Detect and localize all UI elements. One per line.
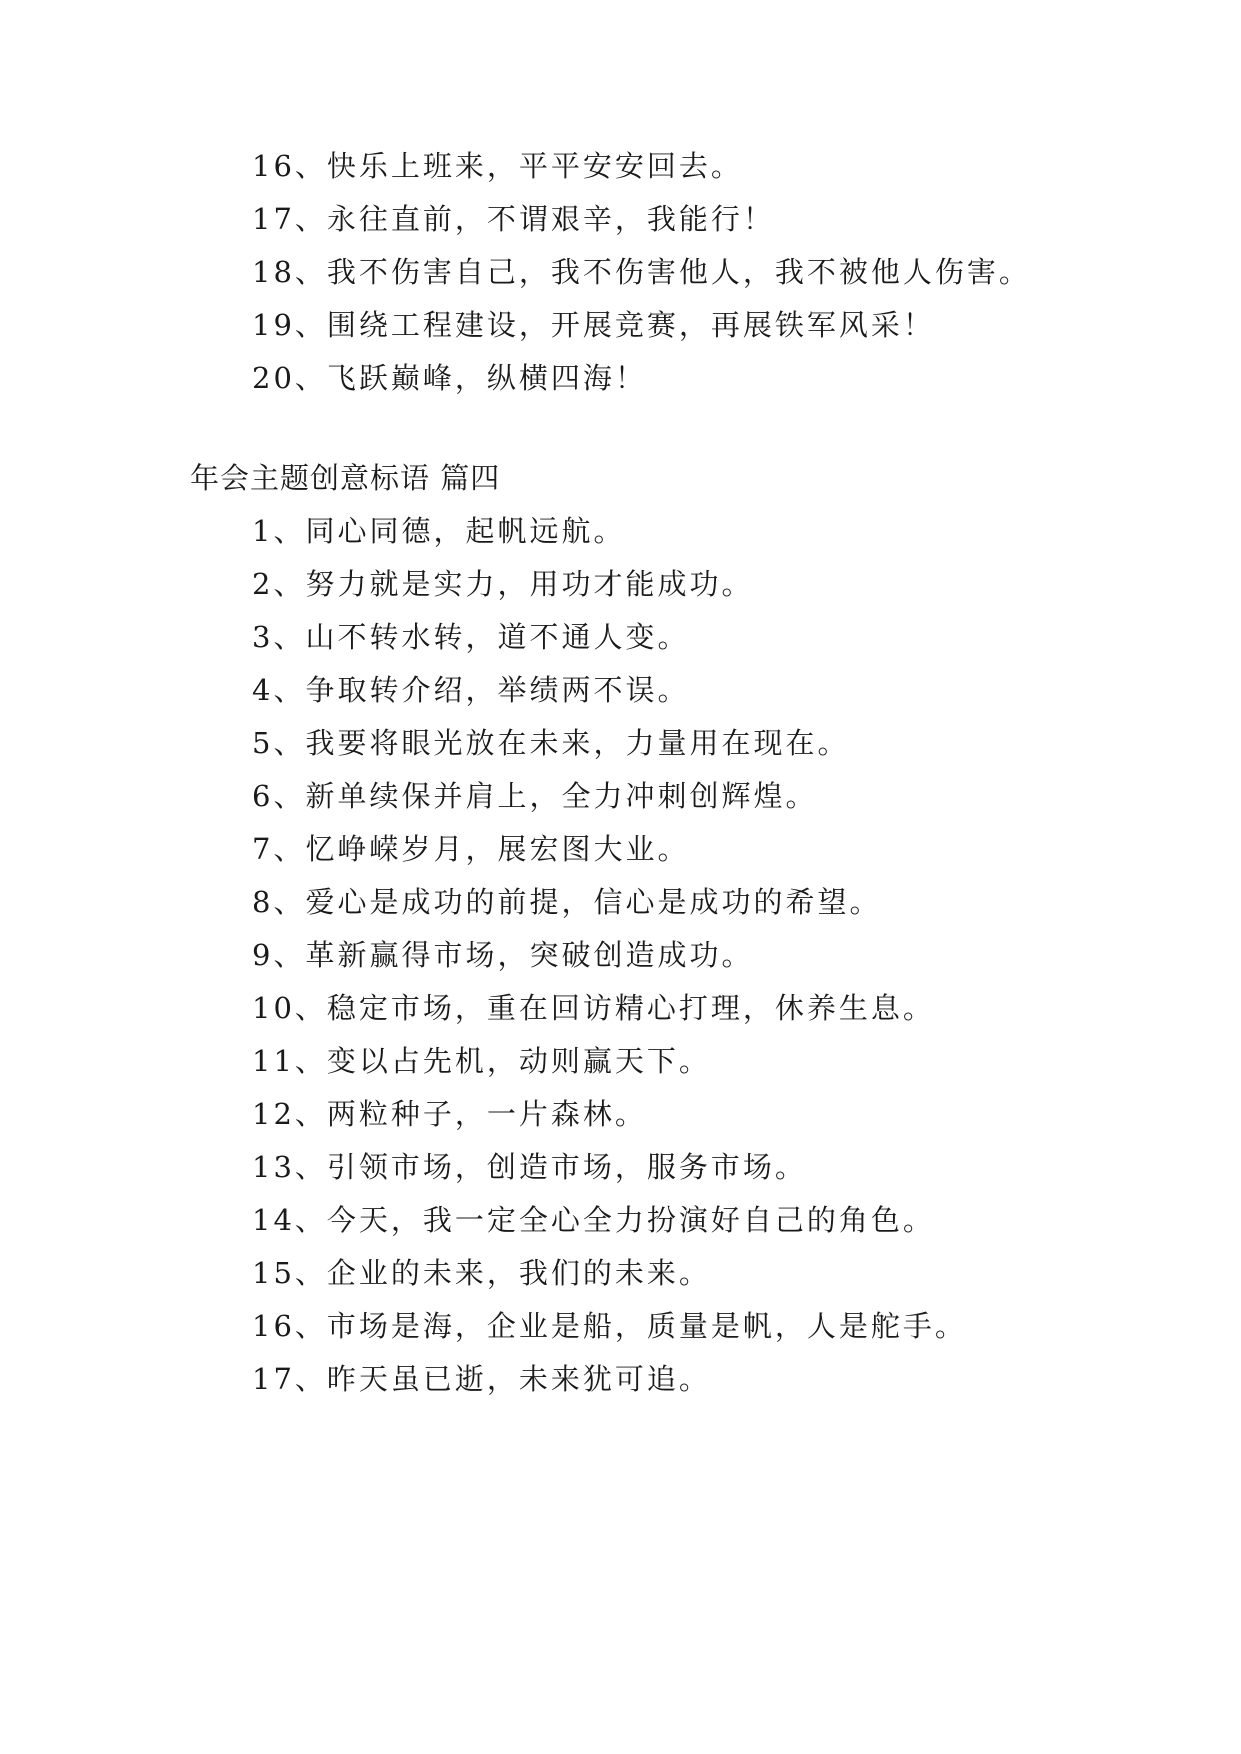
list-item: 16、快乐上班来，平平安安回去。 — [252, 149, 743, 183]
list-item: 10、稳定市场，重在回访精心打理，休养生息。 — [252, 991, 935, 1025]
list-item: 17、昨天虽已逝，未来犹可追。 — [252, 1362, 711, 1396]
list-item: 15、企业的未来，我们的未来。 — [252, 1256, 711, 1290]
list-item: 1、同心同德，起帆远航。 — [252, 514, 626, 548]
list-item: 18、我不伤害自己，我不伤害他人，我不被他人伤害。 — [252, 255, 1031, 289]
list-item: 13、引领市场，创造市场，服务市场。 — [252, 1150, 807, 1184]
section-heading: 年会主题创意标语 篇四 — [190, 461, 501, 495]
list-item: 5、我要将眼光放在未来，力量用在现在。 — [252, 726, 850, 760]
list-item: 4、争取转介绍，举绩两不误。 — [252, 673, 690, 707]
list-item: 14、今天，我一定全心全力扮演好自己的角色。 — [252, 1203, 935, 1237]
list-item: 20、飞跃巅峰，纵横四海！ — [252, 361, 647, 395]
list-item: 6、新单续保并肩上，全力冲刺创辉煌。 — [252, 779, 818, 813]
list-item: 7、忆峥嵘岁月，展宏图大业。 — [252, 832, 690, 866]
list-item: 2、努力就是实力，用功才能成功。 — [252, 567, 754, 601]
list-item: 3、山不转水转，道不通人变。 — [252, 620, 690, 654]
list-item: 17、永往直前，不谓艰辛，我能行！ — [252, 202, 775, 236]
list-item: 8、爱心是成功的前提，信心是成功的希望。 — [252, 885, 882, 919]
list-item: 12、两粒种子，一片森林。 — [252, 1097, 647, 1131]
list-item: 11、变以占先机，动则赢天下。 — [252, 1044, 711, 1078]
list-item: 19、围绕工程建设，开展竞赛，再展铁军风采！ — [252, 308, 935, 342]
list-item: 16、市场是海，企业是船，质量是帆，人是舵手。 — [252, 1309, 967, 1343]
list-item: 9、革新赢得市场，突破创造成功。 — [252, 938, 754, 972]
